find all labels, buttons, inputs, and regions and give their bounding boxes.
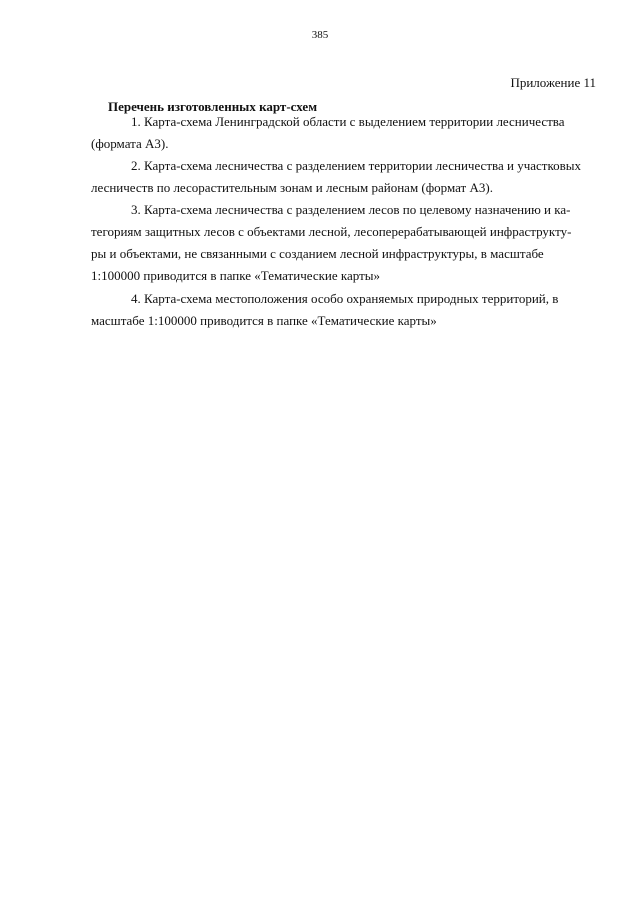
list-item-line: 3. Карта-схема лесничества с разделением лесов по целевому назначению и ка- [131, 202, 571, 217]
list-item-line: 1. Карта-схема Ленинградской области с выделением территории лесничества [131, 114, 565, 129]
list-item-4 [91, 293, 581, 337]
list-item-line: 4. Карта-схема местоположения особо охраняемых природных территорий, в [131, 291, 559, 306]
list-item-line: 2. Карта-схема лесничества с разделением территории лесничества и участковых [131, 158, 581, 173]
list-item-line: тегориям защитных лесов с объектами лесной, лесоперерабатывающей инфраструкту- [91, 224, 572, 239]
list-item-line: лесничеств по лесорастительным зонам и лесным районам (формат А3). [91, 180, 493, 195]
appendix-label: Приложение 11 [510, 75, 596, 90]
list-item-line: 1:100000 приводится в папке «Тематические карты» [91, 268, 381, 283]
list-item-1 [91, 116, 581, 160]
page-number: 385 [311, 29, 329, 41]
document-title: Перечень изготовленных карт-схем [108, 99, 318, 114]
list-item-line: масштабе 1:100000 приводится в папке «Тематические карты» [91, 313, 437, 328]
list-item-3 [91, 204, 581, 293]
list-item-line: (формата А3). [91, 136, 169, 151]
list-item-2 [91, 160, 581, 204]
map-list [91, 116, 581, 337]
list-item-line: ры и объектами, не связанными с созданием лесной инфраструктуры, в масштабе [91, 246, 544, 261]
